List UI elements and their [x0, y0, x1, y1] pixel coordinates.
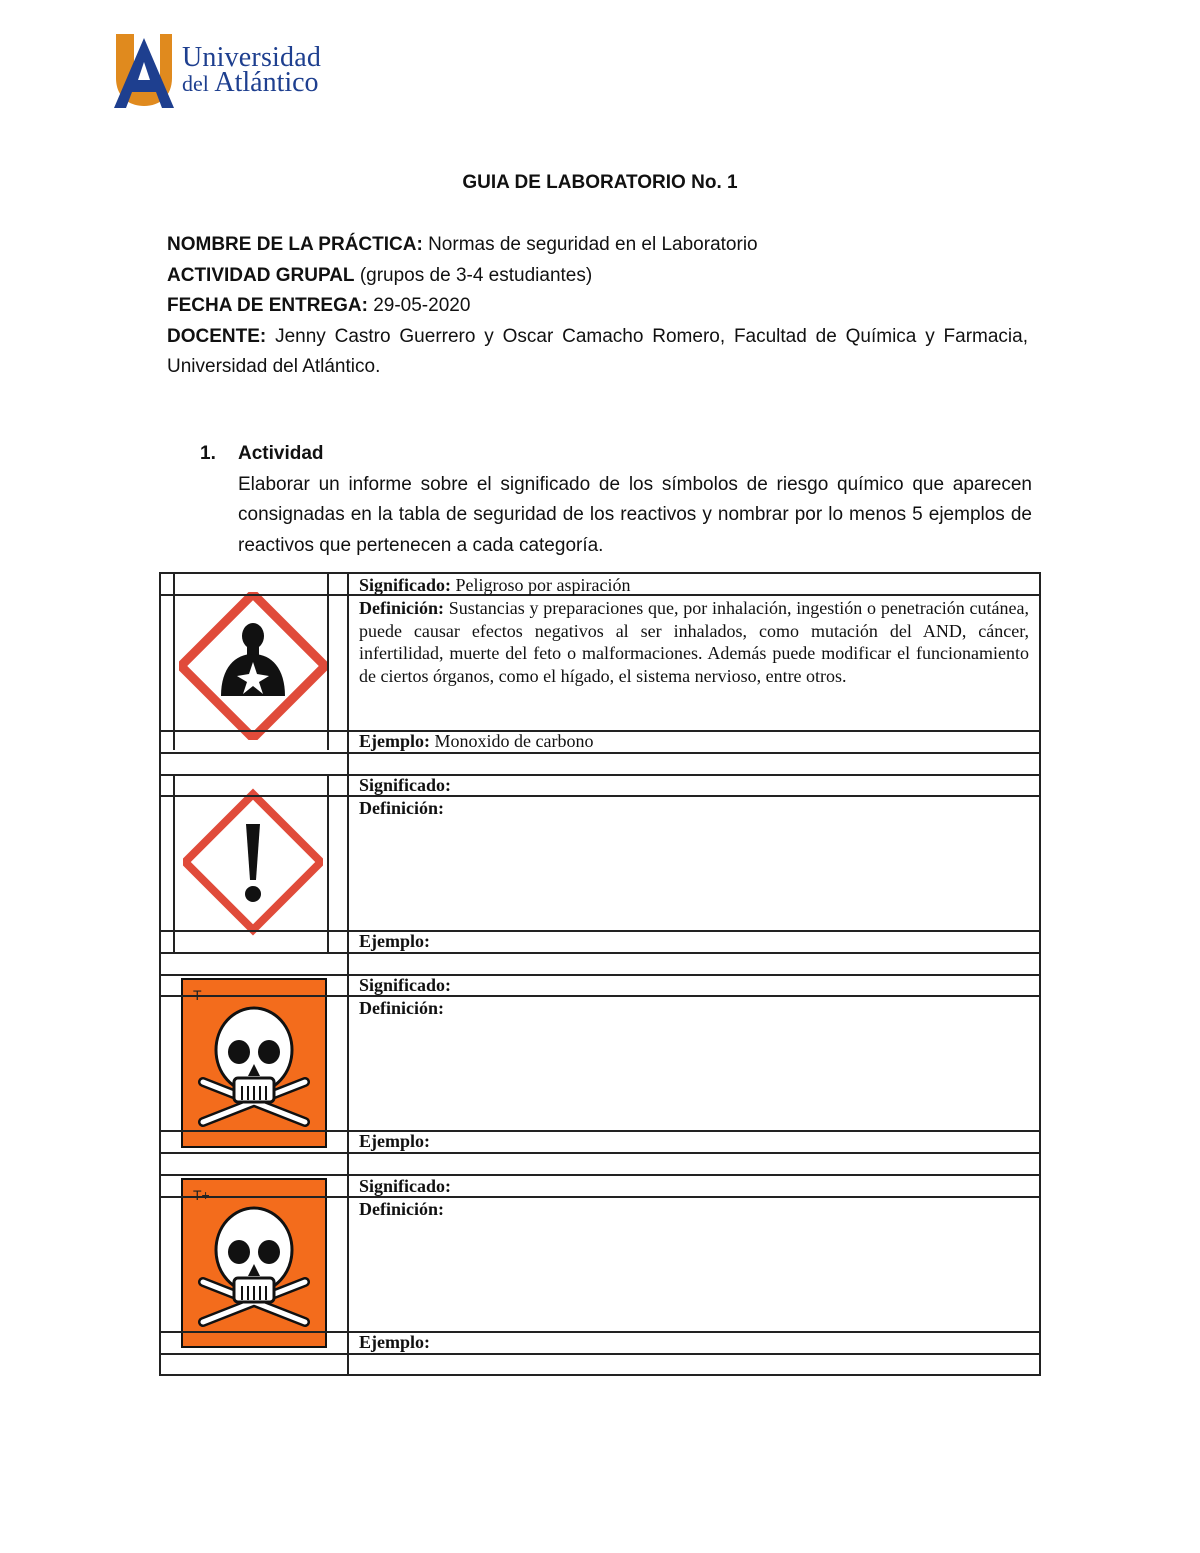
row-4-definicion: [359, 1198, 1029, 1221]
row-4-significado: [359, 1175, 1029, 1198]
row-3-ejemplo: [359, 1130, 1029, 1153]
definicion-label: Definición:: [359, 598, 444, 618]
health-hazard-pictogram-icon: [179, 592, 327, 740]
definicion-label: Definición:: [359, 998, 444, 1018]
practice-info: [167, 230, 1028, 383]
definicion-label: Definición:: [359, 798, 444, 818]
teacher-label: DOCENTE:: [167, 325, 267, 347]
practice-name-line: [167, 230, 1028, 261]
row-2-ejemplo: [359, 930, 1029, 953]
very-toxic-skull-T-plus-icon: [181, 1178, 327, 1348]
row-2-significado: [359, 774, 1029, 797]
badge-T: T: [193, 987, 202, 1003]
university-logo: [112, 30, 342, 112]
university-name: [182, 44, 321, 97]
ejemplo-value: Monoxido de carbono: [430, 731, 594, 751]
date-label: FECHA DE ENTREGA:: [167, 295, 368, 316]
practice-label: NOMBRE DE LA PRÁCTICA:: [167, 234, 423, 255]
document-title: GUIA DE LABORATORIO No. 1: [462, 172, 738, 193]
activity-label: ACTIVIDAD GRUPAL: [167, 264, 355, 286]
activity-body: Elaborar un informe sobre el significado de los símbolos de riesgo químico que aparecen consignadas en la tabla de seguridad de los reactivos y nombrar por lo menos 5 ejemplos de reactivos que pertenecen a cada categoría.: [238, 473, 1032, 556]
row-1-significado: [359, 574, 1029, 597]
ejemplo-label: Ejemplo:: [359, 931, 430, 951]
significado-label: Significado:: [359, 975, 452, 995]
toxic-skull-T-icon: [181, 978, 327, 1148]
hazard-symbols-table: [159, 572, 1041, 1376]
logo-line-2: [182, 69, 321, 97]
ejemplo-label: Ejemplo:: [359, 1332, 430, 1352]
practice-value: Normas de seguridad en el Laboratorio: [422, 234, 758, 255]
logo-line-1: Universidad: [182, 42, 322, 73]
logo-line-2-main: Atlántico: [214, 67, 319, 98]
activity-section: [200, 439, 1032, 561]
activity-type-line: [167, 261, 1028, 292]
row-3-significado: [359, 974, 1029, 997]
definicion-value: Sustancias y preparaciones que, por inhalación, ingestión o penetración cutánea, puede causar efectos negativos al ser inhalados, como mutación del AND, cáncer, infertilidad, muerte del feto o malformaciones. Además puede modificar el funcionamiento de ciertos órganos, como el hígado, el sistema nervioso, entre otros.: [359, 598, 1029, 686]
university-logo-icon: [112, 30, 178, 110]
row-1-definicion: [359, 597, 1029, 687]
significado-label: Significado:: [359, 1176, 452, 1196]
exclamation-pictogram-icon: [183, 788, 323, 936]
activity-heading-text: Actividad: [238, 443, 324, 464]
badge-T-plus: T+: [193, 1187, 210, 1203]
ejemplo-label: Ejemplo:: [359, 1131, 430, 1151]
row-3-definicion: [359, 997, 1029, 1020]
row-2-definicion: [359, 797, 1029, 820]
significado-label: Significado:: [359, 575, 452, 595]
ejemplo-label: Ejemplo:: [359, 731, 430, 751]
logo-line-2-small: del: [182, 71, 209, 96]
significado-value: Peligroso por aspiración: [451, 575, 631, 595]
significado-label: Significado:: [359, 775, 452, 795]
due-date-line: [167, 291, 1028, 322]
date-value: 29-05-2020: [367, 295, 471, 316]
activity-heading: [200, 439, 1032, 470]
row-4-ejemplo: [359, 1331, 1029, 1354]
teacher-value: Jenny Castro Guerrero y Oscar Camacho Romero, Facultad de Química y Farmacia, Universidad del Atlántico.: [167, 325, 1028, 377]
definicion-label: Definición:: [359, 1199, 444, 1219]
row-1-ejemplo: [359, 730, 1029, 753]
activity-number: 1.: [200, 443, 216, 464]
teacher-line: [167, 322, 1028, 383]
activity-value: (grupos de 3-4 estudiantes): [354, 264, 593, 286]
